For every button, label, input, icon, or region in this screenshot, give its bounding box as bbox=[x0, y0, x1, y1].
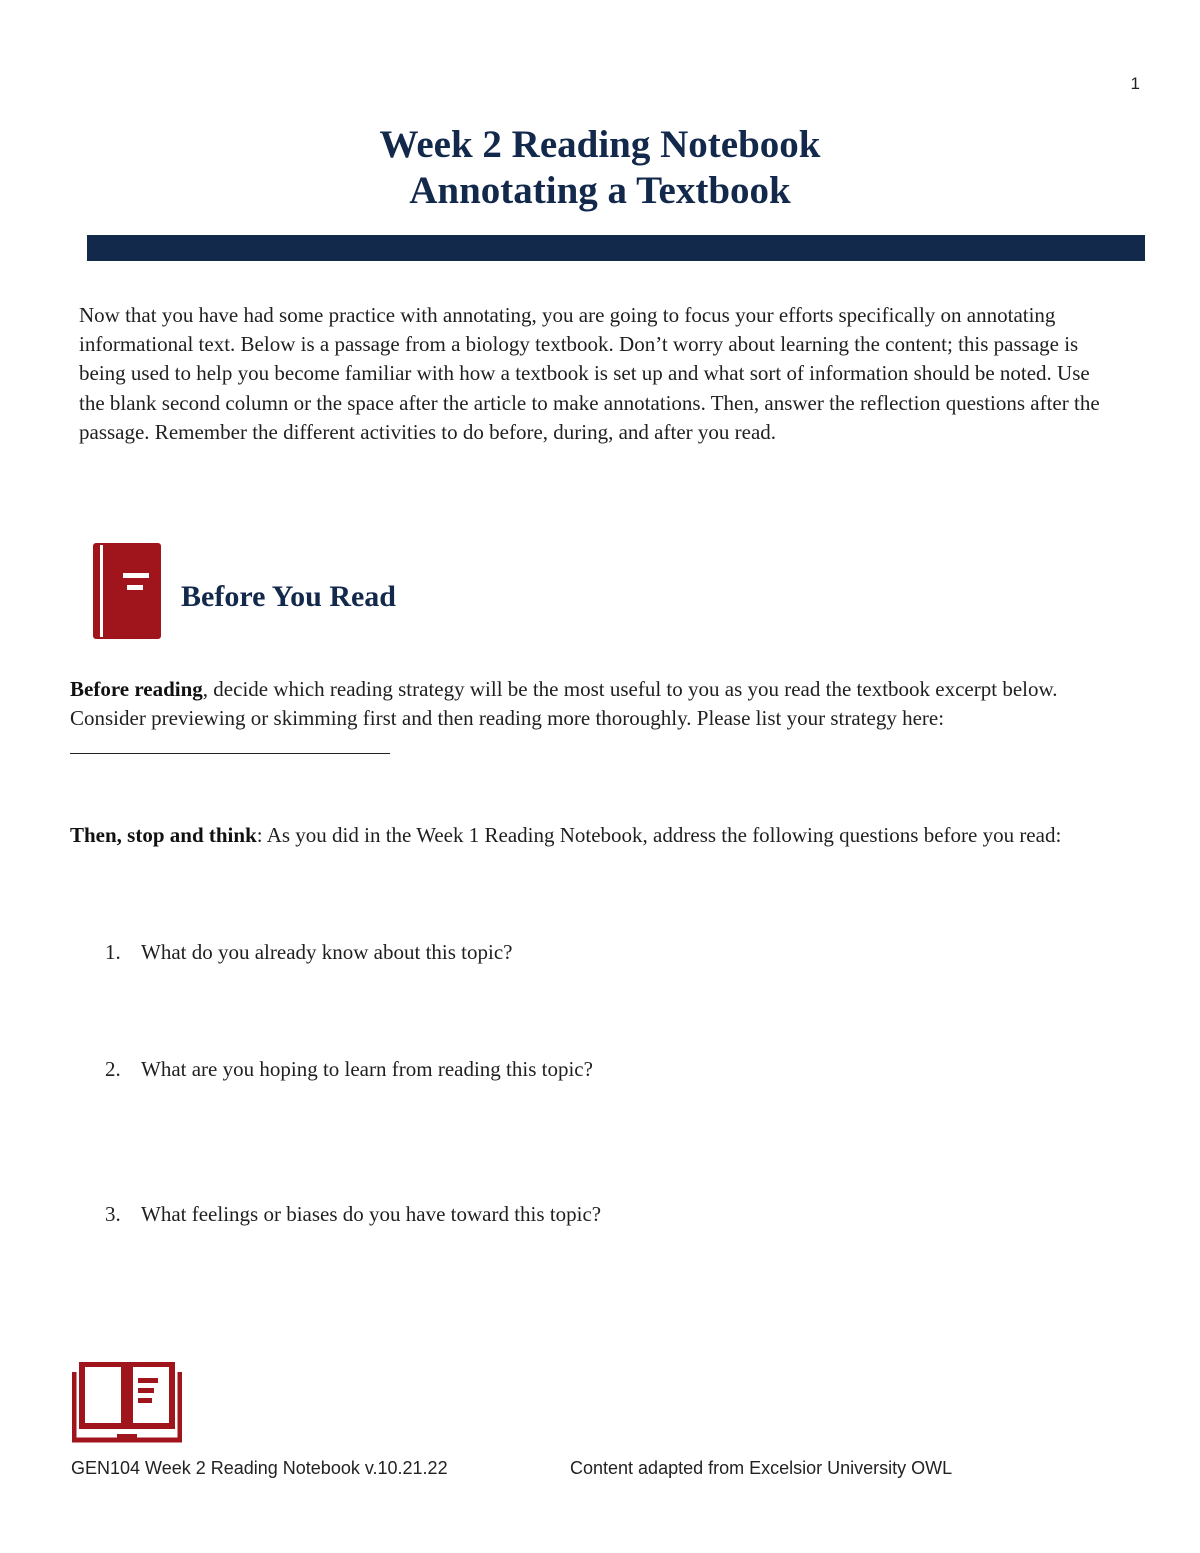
question-item bbox=[105, 938, 513, 967]
question-item bbox=[105, 1055, 593, 1084]
question-text: What feelings or biases do you have toward this topic? bbox=[141, 1202, 602, 1226]
question-text: What are you hoping to learn from reading this topic? bbox=[141, 1057, 593, 1081]
before-reading-paragraph bbox=[70, 675, 1120, 763]
page-number: 1 bbox=[1130, 74, 1140, 93]
title-line-2: Annotating a Textbook bbox=[409, 169, 791, 212]
page-title bbox=[0, 122, 1200, 214]
before-reading-lead: Before reading bbox=[70, 677, 203, 701]
intro-paragraph: Now that you have had some practice with annotating, you are going to focus your efforts specifically on annotating informational text. Below is a passage from a biology textbook. Don’t worry about learning the content; this passage is being used to help you become familiar with how a textbook is set up and what sort of information should be noted. Use the blank second column or the space after the article to make annotations. Then, answer the reflection questions after the passage. Remember the different activities to do before, during, and after you read. bbox=[79, 303, 1100, 444]
question-text: What do you already know about this topic? bbox=[141, 940, 513, 964]
stop-and-think-lead: Then, stop and think bbox=[70, 823, 257, 847]
question-item bbox=[105, 1200, 601, 1229]
question-number: 3. bbox=[105, 1202, 121, 1226]
title-line-1: Week 2 Reading Notebook bbox=[379, 123, 821, 166]
question-number: 2. bbox=[105, 1057, 121, 1081]
before-reading-text: , decide which reading strategy will be the most useful to you as you read the textbook excerpt below. Consider previewing or skimming first and then reading more thoroughly. Please list your strategy here: bbox=[70, 677, 1058, 731]
question-number: 1. bbox=[105, 940, 121, 964]
book-icon bbox=[93, 543, 161, 639]
section-heading-before-you-read: Before You Read bbox=[181, 580, 396, 613]
footer-course-label: GEN104 Week 2 Reading Notebook v.10.21.22 bbox=[71, 1458, 448, 1478]
stop-and-think-text: : As you did in the Week 1 Reading Notebook, address the following questions before you read: bbox=[256, 823, 1062, 847]
stop-and-think-paragraph bbox=[70, 821, 1120, 850]
title-divider-bar bbox=[87, 235, 1145, 261]
strategy-answer-blank[interactable] bbox=[70, 735, 390, 754]
open-book-icon bbox=[72, 1362, 182, 1444]
footer-source-credit: Content adapted from Excelsior University OWL bbox=[570, 1458, 953, 1478]
